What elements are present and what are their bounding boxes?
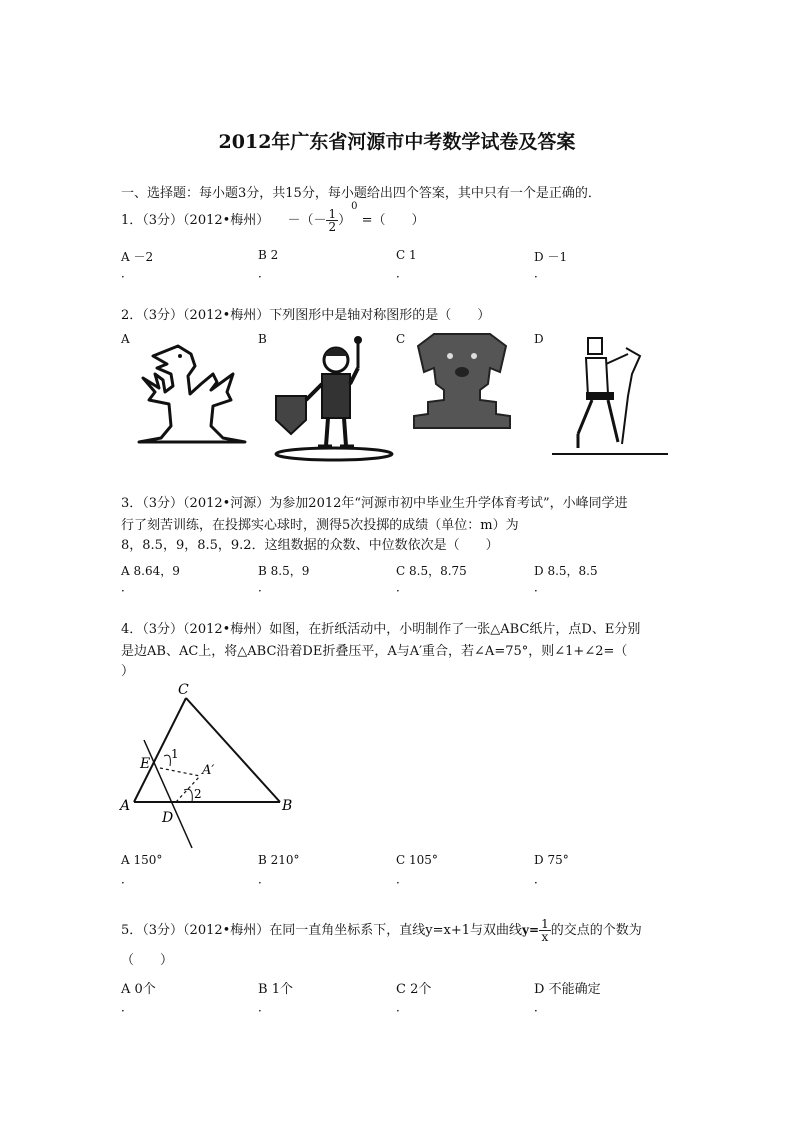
option-letter: A bbox=[121, 982, 131, 997]
option-dot: ． bbox=[121, 1000, 134, 1014]
option-text: －2 bbox=[133, 250, 154, 264]
point-e-label: E bbox=[140, 756, 151, 772]
question-5-line-2: （ ） bbox=[121, 953, 174, 968]
q3-option-c[interactable] bbox=[396, 562, 467, 579]
option-letter: D bbox=[534, 250, 544, 264]
option-letter: A bbox=[121, 250, 130, 264]
q1-expr-end: =（ ） bbox=[361, 213, 425, 228]
q1-option-a[interactable] bbox=[121, 248, 153, 265]
section-header: 一、选择题：每小题3分，共15分，每小题给出四个答案，其中只有一个是正确的． bbox=[121, 186, 601, 201]
q4-option-a[interactable] bbox=[121, 853, 162, 867]
q2-option-c-label[interactable]: C bbox=[396, 332, 406, 346]
q5-fraction bbox=[539, 918, 551, 943]
q4-option-c[interactable] bbox=[396, 853, 438, 867]
option-letter: A bbox=[121, 853, 130, 867]
q2-figure-a-tree-image bbox=[133, 334, 253, 446]
option-dot: ． bbox=[258, 580, 271, 594]
option-letter: D bbox=[534, 853, 544, 867]
question-3-line-1: 3．（3分）（2012•河源）为参加2012年“河源市初中毕业生升学体育考试”，小峰同学进 bbox=[121, 496, 628, 511]
q2-figure-d-person-image bbox=[548, 334, 672, 460]
option-letter: C bbox=[396, 564, 406, 578]
point-a-prime-label: A′ bbox=[202, 763, 215, 778]
q1-frac-den: 2 bbox=[328, 220, 337, 234]
q5-option-d[interactable] bbox=[534, 978, 601, 997]
option-dot: ． bbox=[396, 580, 409, 594]
option-text: 2 bbox=[270, 248, 279, 262]
q5-option-a[interactable] bbox=[121, 978, 156, 997]
q3-option-a[interactable] bbox=[121, 562, 180, 579]
q3-option-d[interactable] bbox=[534, 562, 598, 579]
option-dot: ． bbox=[534, 1000, 547, 1014]
option-dot: ． bbox=[121, 580, 134, 594]
question-4-line-3: ） bbox=[121, 664, 135, 679]
option-letter: C bbox=[396, 248, 406, 262]
option-dot: ． bbox=[396, 872, 409, 886]
option-letter: A bbox=[121, 564, 130, 578]
question-5-line-1 bbox=[121, 918, 642, 943]
question-4-line-2: 是边AB、AC上，将△ABC沿着DE折叠压平，A与A′重合，若∠A=75°，则∠1+∠2=（ bbox=[121, 644, 628, 659]
option-dot: ． bbox=[258, 872, 271, 886]
q1-frac-num: 1 bbox=[328, 207, 337, 221]
option-letter: B bbox=[258, 248, 267, 262]
q1-option-c[interactable] bbox=[396, 248, 417, 262]
vertex-b-label: B bbox=[282, 798, 293, 814]
option-dot: ． bbox=[396, 1000, 409, 1014]
vertex-a-label: A bbox=[120, 798, 131, 814]
option-text: 1个 bbox=[271, 982, 293, 997]
q1-fraction bbox=[326, 208, 338, 233]
option-letter: C bbox=[396, 982, 406, 997]
option-text: 8.5，8.5 bbox=[547, 564, 598, 578]
question-3-line-2: 行了刻苦训练，在投掷实心球时，测得5次投掷的成绩（单位：m）为 bbox=[121, 518, 519, 533]
vertex-c-label: C bbox=[178, 682, 189, 698]
option-letter: B bbox=[258, 982, 268, 997]
option-dot: ． bbox=[121, 872, 134, 886]
question-2: 2．（3分）（2012•梅州）下列图形中是轴对称图形的是（ ） bbox=[121, 308, 491, 323]
option-text: 2个 bbox=[410, 982, 432, 997]
option-text: 75° bbox=[547, 853, 569, 867]
q5-prefix: 5．（3分）（2012•梅州）在同一直角坐标系下，直线y=x+1与双曲线 bbox=[121, 923, 523, 938]
option-letter: C bbox=[396, 853, 406, 867]
option-text: 8.5，9 bbox=[270, 564, 310, 578]
option-text: －1 bbox=[547, 250, 568, 264]
q1-expr-start: －（－ bbox=[287, 213, 327, 228]
option-text: 8.64，9 bbox=[133, 564, 180, 578]
q5-suffix: 的交点的个数为 bbox=[550, 923, 642, 938]
q2-figure-c-dog-image bbox=[410, 328, 514, 430]
q2-option-a-label[interactable]: A bbox=[121, 332, 130, 346]
q1-exponent: 0 bbox=[351, 200, 358, 212]
q4-triangle-figure bbox=[116, 680, 302, 852]
option-text: 8.5，8.75 bbox=[409, 564, 467, 578]
question-1 bbox=[121, 200, 425, 234]
q1-option-b[interactable] bbox=[258, 248, 278, 262]
option-letter: D bbox=[534, 564, 544, 578]
q1-expr-paren: ） bbox=[338, 213, 352, 228]
option-text: 105° bbox=[409, 853, 438, 867]
q5-frac-num: 1 bbox=[541, 917, 549, 931]
option-text: 1 bbox=[409, 248, 417, 262]
q1-option-d[interactable] bbox=[534, 248, 567, 265]
q5-option-b[interactable] bbox=[258, 978, 293, 997]
point-d-label: D bbox=[162, 810, 174, 826]
option-dot: ． bbox=[534, 580, 547, 594]
option-letter: B bbox=[258, 564, 267, 578]
option-dot: ． bbox=[258, 1000, 271, 1014]
option-text: 0个 bbox=[134, 982, 156, 997]
q1-prefix: 1．（3分）（2012•梅州） bbox=[121, 213, 270, 228]
q4-option-d[interactable] bbox=[534, 853, 569, 867]
option-dot: ． bbox=[534, 872, 547, 886]
option-dot: ． bbox=[258, 266, 271, 280]
q4-option-b[interactable] bbox=[258, 853, 300, 867]
option-dot: ． bbox=[121, 266, 134, 280]
question-3-line-3: 8，8.5，9，8.5，9.2．这组数据的众数、中位数依次是（ ） bbox=[121, 538, 499, 553]
option-text: 210° bbox=[270, 853, 300, 867]
option-letter: B bbox=[258, 853, 267, 867]
question-4-line-1: 4．（3分）（2012•梅州）如图，在折纸活动中，小明制作了一张△ABC纸片，点D、E分别 bbox=[121, 622, 641, 637]
q2-figure-b-knight-image bbox=[272, 334, 396, 462]
option-dot: ． bbox=[534, 266, 547, 280]
option-text: 150° bbox=[133, 853, 163, 867]
angle-1-label: 1 bbox=[171, 747, 179, 761]
q5-option-c[interactable] bbox=[396, 978, 431, 997]
option-dot: ． bbox=[396, 266, 409, 280]
angle-2-label: 2 bbox=[194, 787, 202, 801]
page-title: 2012年广东省河源市中考数学试卷及答案 bbox=[218, 131, 576, 153]
q5-y-eq: y= bbox=[522, 923, 540, 937]
q5-frac-den: x bbox=[541, 930, 549, 944]
option-text: 不能确定 bbox=[548, 982, 601, 997]
q2-option-d-label[interactable]: D bbox=[534, 332, 544, 346]
q3-option-b[interactable] bbox=[258, 562, 309, 579]
option-letter: D bbox=[534, 982, 545, 997]
q2-option-b-label[interactable]: B bbox=[258, 332, 267, 346]
